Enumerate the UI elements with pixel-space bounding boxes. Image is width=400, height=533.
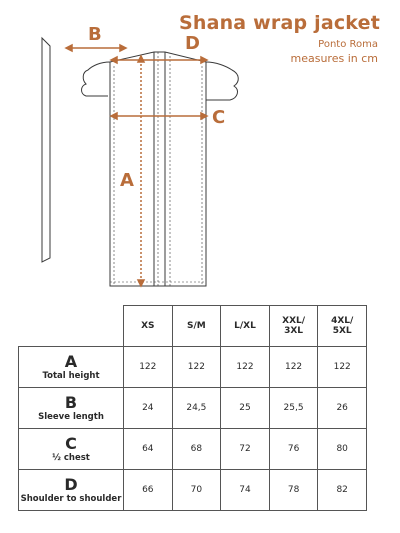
table-cell: 82 xyxy=(318,470,367,511)
size-header-4xl5xl: 4XL/ 5XL xyxy=(318,306,367,347)
table-cell: 24 xyxy=(124,388,173,429)
label-a: A xyxy=(120,170,134,191)
table-cell: 66 xyxy=(124,470,173,511)
row-head-b: B Sleeve length xyxy=(19,388,124,429)
table-cell: 68 xyxy=(172,429,221,470)
table-corner xyxy=(19,306,124,347)
row-head-d: D Shoulder to shoulder xyxy=(19,470,124,511)
table-cell: 122 xyxy=(221,347,270,388)
page-title: Shana wrap jacket xyxy=(178,12,380,34)
sleeve-outline xyxy=(42,38,50,262)
size-chart-table xyxy=(18,305,367,511)
table-cell: 72 xyxy=(221,429,270,470)
size-header-xxl3xl: XXL/ 3XL xyxy=(269,306,318,347)
table-row xyxy=(19,470,367,511)
table-cell: 24,5 xyxy=(172,388,221,429)
fabric-name: Ponto Roma xyxy=(318,39,378,50)
table-cell: 25,5 xyxy=(269,388,318,429)
table-cell: 74 xyxy=(221,470,270,511)
label-b: B xyxy=(88,24,102,45)
table-cell: 122 xyxy=(172,347,221,388)
label-d: D xyxy=(185,33,200,54)
table-row xyxy=(19,388,367,429)
size-header-lxl: L/XL xyxy=(221,306,270,347)
table-cell: 25 xyxy=(221,388,270,429)
table-cell: 80 xyxy=(318,429,367,470)
row-head-a: A Total height xyxy=(19,347,124,388)
row-head-c: C ½ chest xyxy=(19,429,124,470)
table-cell: 122 xyxy=(124,347,173,388)
table-cell: 26 xyxy=(318,388,367,429)
table-row xyxy=(19,347,367,388)
units-note: measures in cm xyxy=(290,52,378,65)
table-cell: 64 xyxy=(124,429,173,470)
right-ruffle xyxy=(206,62,238,100)
size-header-row xyxy=(19,306,367,347)
table-cell: 70 xyxy=(172,470,221,511)
size-header-sm: S/M xyxy=(172,306,221,347)
size-header-xs: XS xyxy=(124,306,173,347)
table-cell: 76 xyxy=(269,429,318,470)
table-row xyxy=(19,429,367,470)
table-cell: 78 xyxy=(269,470,318,511)
label-c: C xyxy=(212,107,226,128)
table-cell: 122 xyxy=(318,347,367,388)
left-ruffle xyxy=(82,62,111,96)
table-cell: 122 xyxy=(269,347,318,388)
